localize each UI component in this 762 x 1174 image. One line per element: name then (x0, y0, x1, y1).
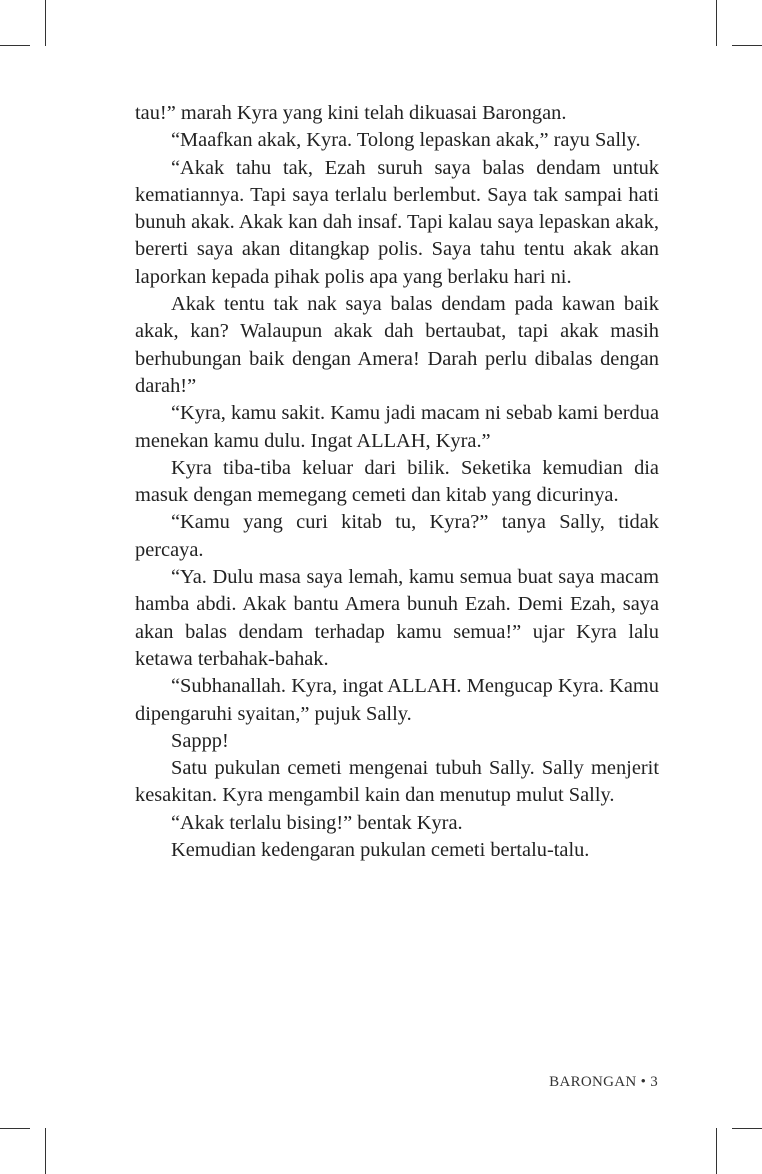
crop-mark-top-right-horizontal (732, 45, 762, 46)
paragraph: “Ya. Dulu masa saya lemah, kamu semua buat saya macam hamba abdi. Akak bantu Amera bunuh Ezah. Demi Ezah, saya akan balas dendam terhadap kamu semua!” ujar Kyra lalu ketawa terbahak-bahak. (135, 566, 659, 670)
crop-mark-bottom-right-horizontal (732, 1128, 762, 1129)
crop-mark-top-left-horizontal (0, 45, 30, 46)
paragraph: Satu pukulan cemeti mengenai tubuh Sally. Sally menjerit kesakitan. Kyra mengambil kain dan menutup mulut Sally. (135, 757, 659, 807)
paragraph: tau!” marah Kyra yang kini telah dikuasai Barongan. (135, 102, 567, 124)
running-footer-page-number: BARONGAN • 3 (549, 1074, 658, 1090)
page-body-text (135, 100, 659, 864)
paragraph: Kyra tiba-tiba keluar dari bilik. Seketika kemudian dia masuk dengan memegang cemeti dan kitab yang dicurinya. (135, 456, 659, 507)
paragraph: Kemudian kedengaran pukulan cemeti bertalu-talu. (171, 839, 590, 862)
paragraph: “Akak tahu tak, Ezah suruh saya balas dendam untuk kematiannya. Tapi saya terlalu berlembut. Saya tak sampai hati bunuh akak. Akak kan dah insaf. Tapi kalau saya lepaskan akak, bererti saya akan ditangkap polis. Saya tahu tentu akak akan laporkan kepada pihak polis apa yang berlaku hari ni. (135, 156, 659, 288)
paragraph: “Kamu yang curi kitab tu, Kyra?” tanya Sally, tidak percaya. (135, 511, 659, 561)
crop-mark-bottom-left-vertical (45, 1128, 46, 1174)
paragraph: “Akak terlalu bising!” bentak Kyra. (171, 811, 463, 834)
paragraph: Sappp! (171, 729, 229, 752)
crop-mark-top-left-vertical (45, 0, 46, 46)
paragraph: “Kyra, kamu sakit. Kamu jadi macam ni sebab kami berdua menekan kamu dulu. Ingat ALLAH, Kyra.” (135, 402, 659, 452)
crop-mark-bottom-left-horizontal (0, 1128, 30, 1129)
paragraph: Akak tentu tak nak saya balas dendam pada kawan baik akak, kan? Walaupun akak dah bertaubat, tapi akak masih berhubungan baik dengan Amera! Darah perlu dibalas dengan darah!” (135, 293, 659, 397)
paragraph: “Maafkan akak, Kyra. Tolong lepaskan akak,” rayu Sally. (171, 129, 641, 152)
crop-mark-bottom-right-vertical (716, 1128, 717, 1174)
paragraph: “Subhanallah. Kyra, ingat ALLAH. Mengucap Kyra. Kamu dipengaruhi syaitan,” pujuk Sally. (135, 675, 659, 725)
crop-mark-top-right-vertical (716, 0, 717, 46)
